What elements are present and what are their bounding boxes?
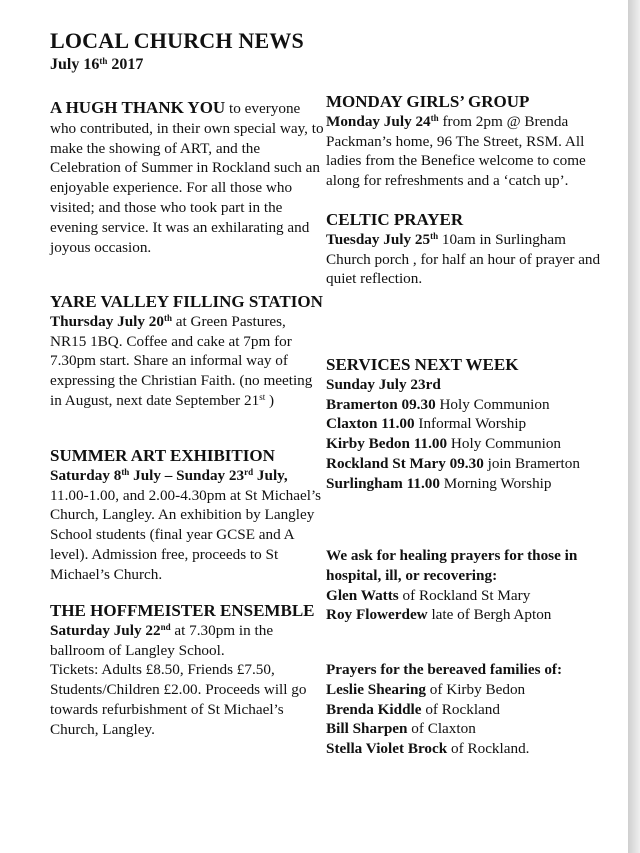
- yare-line-end: ): [265, 391, 275, 409]
- hoffmeister-line: Tickets: Adults £8.50, Friends £7.50,: [50, 661, 275, 679]
- yare-sup: st: [259, 391, 266, 402]
- hoffmeister-section: [50, 601, 315, 740]
- yare-line: NR15 1BQ. Coffee and cake at 7pm for: [50, 332, 292, 350]
- services-subheading: Sunday July 23rd: [326, 375, 441, 393]
- bereaved-detail: of Kirby Bedon: [426, 680, 526, 698]
- hoffmeister-date: Saturday July 22: [50, 621, 161, 639]
- service-detail: Morning Worship: [439, 474, 552, 492]
- service-name: Claxton 11.00: [326, 415, 415, 433]
- bereaved-item: [326, 700, 588, 720]
- hoffmeister-line: at 7.30pm in the: [170, 621, 274, 639]
- healing-heading: We ask for healing prayers for those in: [326, 547, 578, 564]
- art-date: July – Sunday 23: [129, 466, 245, 484]
- service-name: Kirby Bedon 11.00: [326, 435, 448, 453]
- services-heading: SERVICES NEXT WEEK: [326, 355, 519, 374]
- yare-section: [50, 292, 323, 411]
- art-section: [50, 446, 322, 585]
- bereaved-item: [326, 739, 588, 759]
- hoffmeister-line: Church, Langley.: [50, 720, 155, 738]
- art-line: Michael’s Church.: [50, 565, 163, 583]
- art-heading: SUMMER ART EXHIBITION: [50, 446, 275, 465]
- yare-line: expressing the Christian Faith. (no meeting: [50, 372, 313, 390]
- girls-group-date: Monday July 24: [326, 112, 431, 130]
- service-item: [326, 454, 588, 474]
- art-sup: th: [121, 466, 130, 477]
- bereaved-detail: of Rockland.: [447, 740, 530, 758]
- services-section: [326, 355, 588, 494]
- thanks-line: make the showing of ART, and the: [50, 139, 261, 157]
- service-item: [326, 395, 588, 415]
- service-name: Rockland St Mary 09.30: [326, 454, 484, 472]
- date-text: July 16: [50, 56, 100, 73]
- hoffmeister-line: ballroom of Langley School.: [50, 641, 225, 659]
- page-title: LOCAL CHURCH NEWS: [50, 28, 304, 53]
- girls-group-line: ladies from the Benefice welcome to come: [326, 152, 586, 170]
- hoffmeister-sup: nd: [160, 621, 171, 632]
- thanks-line: Celebration of Summer in Rockland such an: [50, 159, 320, 177]
- thanks-line: evening service. It was an exhilarating and: [50, 218, 310, 236]
- celtic-prayer-line: quiet reflection.: [326, 270, 423, 288]
- bereaved-detail: of Claxton: [407, 720, 476, 738]
- bereaved-name: Stella Violet Brock: [326, 740, 448, 758]
- service-name: Bramerton 09.30: [326, 395, 436, 413]
- healing-detail: of Rockland St Mary: [398, 586, 531, 604]
- healing-name: Roy Flowerdew: [326, 606, 428, 624]
- celtic-prayer-date: Tuesday July 25: [326, 230, 431, 248]
- hoffmeister-line: Students/Children £2.00. Proceeds will go: [50, 681, 307, 699]
- girls-group-sup: th: [430, 112, 439, 123]
- celtic-prayer-heading: CELTIC PRAYER: [326, 210, 464, 229]
- service-item: [326, 414, 588, 434]
- yare-line: in August, next date September 21: [50, 391, 260, 409]
- yare-line: 7.30pm start. Share an informal way of: [50, 352, 288, 370]
- bereaved-section: [326, 660, 588, 759]
- bereaved-detail: of Rockland: [421, 700, 500, 718]
- service-item: [326, 474, 588, 494]
- bereaved-name: Leslie Shearing: [326, 680, 426, 698]
- thanks-line: who contributed, in their own special way, to: [50, 119, 324, 137]
- celtic-prayer-section: [326, 210, 601, 289]
- bereaved-item: [326, 680, 588, 700]
- bereaved-item: [326, 719, 588, 739]
- healing-item: [326, 605, 588, 625]
- celtic-prayer-sup: th: [430, 230, 439, 241]
- healing-heading: hospital, ill, or recovering:: [326, 566, 498, 584]
- art-line: 11.00-1.00, and 2.00-4.30pm at St Michael’s: [50, 486, 322, 504]
- bereaved-name: Bill Sharpen: [326, 720, 408, 738]
- service-name: Surlingham 11.00: [326, 474, 440, 492]
- date-year: 2017: [107, 56, 144, 73]
- thanks-line: joyous occasion.: [50, 238, 152, 256]
- service-detail: Informal Worship: [414, 415, 527, 433]
- yare-line: at Green Pastures,: [171, 312, 286, 330]
- celtic-prayer-line: Church porch , for half an hour of prayer and: [326, 250, 601, 268]
- art-sup: rd: [244, 466, 254, 477]
- thanks-heading: A HUGH THANK YOU: [50, 98, 226, 117]
- art-line: Church, Langley. An exhibition by Langley: [50, 506, 315, 524]
- art-date: July,: [253, 466, 288, 484]
- healing-item: [326, 586, 588, 606]
- art-date: Saturday 8: [50, 466, 122, 484]
- thanks-line: to everyone: [225, 100, 301, 117]
- bereaved-name: Brenda Kiddle: [326, 700, 422, 718]
- yare-date: Thursday July 20: [50, 312, 164, 330]
- girls-group-line: Packman’s home, 96 The Street, RSM. All: [326, 132, 585, 150]
- girls-group-heading: MONDAY GIRLS’ GROUP: [326, 92, 530, 111]
- girls-group-line: from 2pm @ Brenda: [438, 112, 569, 130]
- girls-group-section: [326, 92, 588, 191]
- healing-section: [326, 546, 588, 625]
- healing-detail: late of Bergh Apton: [427, 606, 552, 624]
- issue-date: [50, 56, 143, 74]
- thanks-line: visited; and those who took part in the: [50, 198, 283, 216]
- thanks-section: [50, 98, 324, 257]
- page-edge: [628, 0, 640, 853]
- girls-group-line: along for refreshments and a ‘catch up’.: [326, 172, 569, 190]
- art-line: School students (final year GCSE and A: [50, 526, 295, 544]
- celtic-prayer-line: 10am in Surlingham: [438, 230, 566, 248]
- service-detail: Holy Communion: [435, 395, 550, 413]
- hoffmeister-line: towards refurbishment of St Michael’s: [50, 700, 284, 718]
- healing-name: Glen Watts: [326, 586, 399, 604]
- bereaved-heading: Prayers for the bereaved families of:: [326, 661, 563, 678]
- date-sup: th: [99, 56, 108, 66]
- thanks-line: enjoyable experience. For all those who: [50, 179, 293, 197]
- yare-heading: YARE VALLEY FILLING STATION: [50, 292, 323, 311]
- service-item: [326, 434, 588, 454]
- art-line: level). Admission free, proceeds to St: [50, 545, 279, 563]
- service-detail: join Bramerton: [483, 454, 580, 472]
- service-detail: Holy Communion: [447, 435, 562, 453]
- yare-date-sup: th: [163, 312, 172, 323]
- hoffmeister-heading: THE HOFFMEISTER ENSEMBLE: [50, 601, 315, 620]
